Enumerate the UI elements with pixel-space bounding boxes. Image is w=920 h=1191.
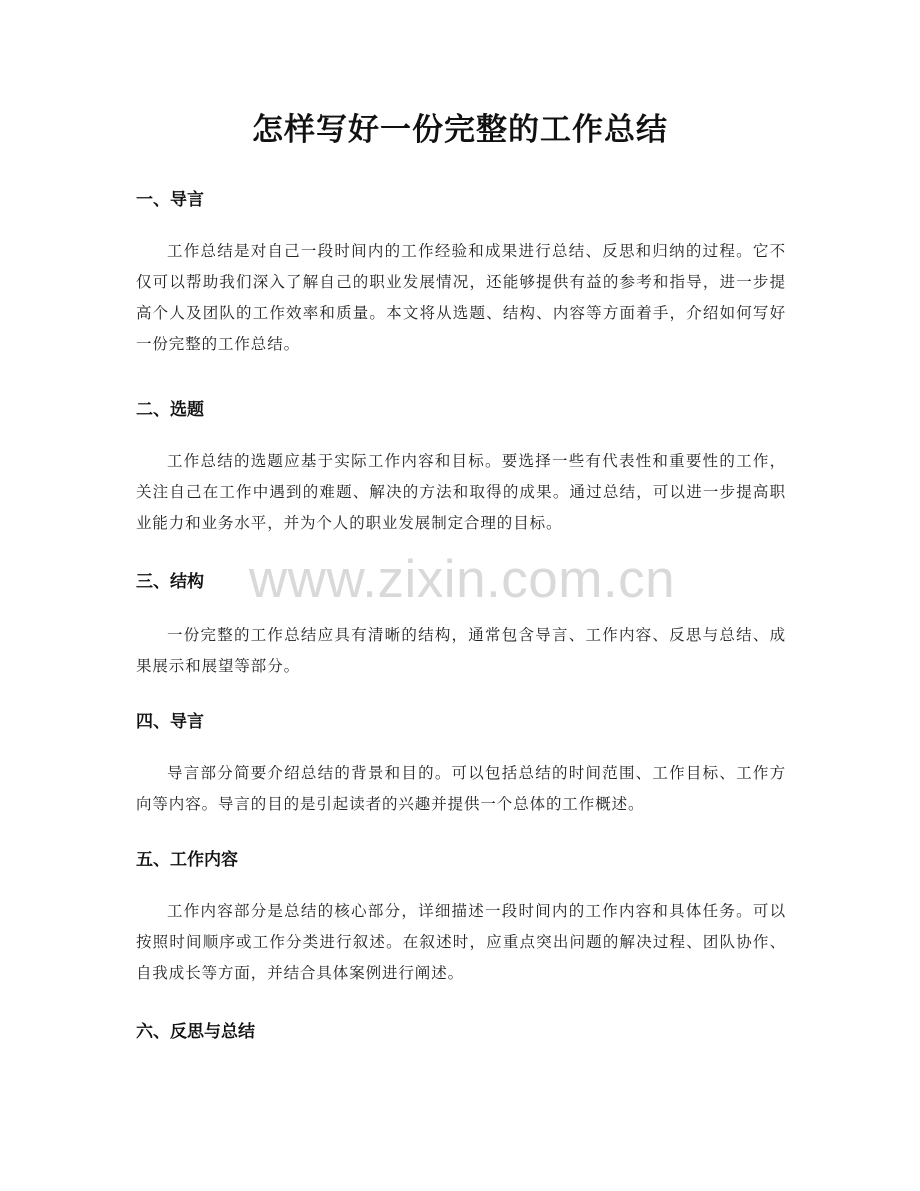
- section-heading-intro: 一、导言: [136, 190, 204, 210]
- section-body-topic: 工作总结的选题应基于实际工作内容和目标。要选择一些有代表性和重要性的工作，关注自己在工作中遇到的难题、解决的方法和取得的成果。通过总结，可以进一步提高职业能力和业务水平，并为个人的职业发展制定合理的目标。: [136, 452, 786, 532]
- watermark: www.zixin.com.cn: [248, 550, 676, 609]
- section-heading-structure: 三、结构: [136, 572, 204, 592]
- document-title: 怎样写好一份完整的工作总结: [252, 112, 668, 148]
- section-body-intro: 工作总结是对自己一段时间内的工作经验和成果进行总结、反思和归纳的过程。它不仅可以帮助我们深入了解自己的职业发展情况，还能够提供有益的参考和指导，进一步提高个人及团队的工作效率和质量。本文将从选题、结构、内容等方面着手，介绍如何写好一份完整的工作总结。: [136, 242, 786, 353]
- section-heading-introduction: 四、导言: [136, 712, 204, 732]
- section-body-work-content: 工作内容部分是总结的核心部分，详细描述一段时间内的工作内容和具体任务。可以按照时间顺序或工作分类进行叙述。在叙述时，应重点突出问题的解决过程、团队协作、自我成长等方面，并结合具体案例进行阐述。: [136, 902, 786, 982]
- section-heading-work-content: 五、工作内容: [136, 850, 238, 870]
- section-heading-topic: 二、选题: [136, 400, 204, 420]
- section-heading-reflection: 六、反思与总结: [136, 1022, 255, 1042]
- section-body-introduction: 导言部分简要介绍总结的背景和目的。可以包括总结的时间范围、工作目标、工作方向等内容。导言的目的是引起读者的兴趣并提供一个总体的工作概述。: [136, 764, 786, 813]
- section-body-structure: 一份完整的工作总结应具有清晰的结构，通常包含导言、工作内容、反思与总结、成果展示和展望等部分。: [136, 626, 786, 675]
